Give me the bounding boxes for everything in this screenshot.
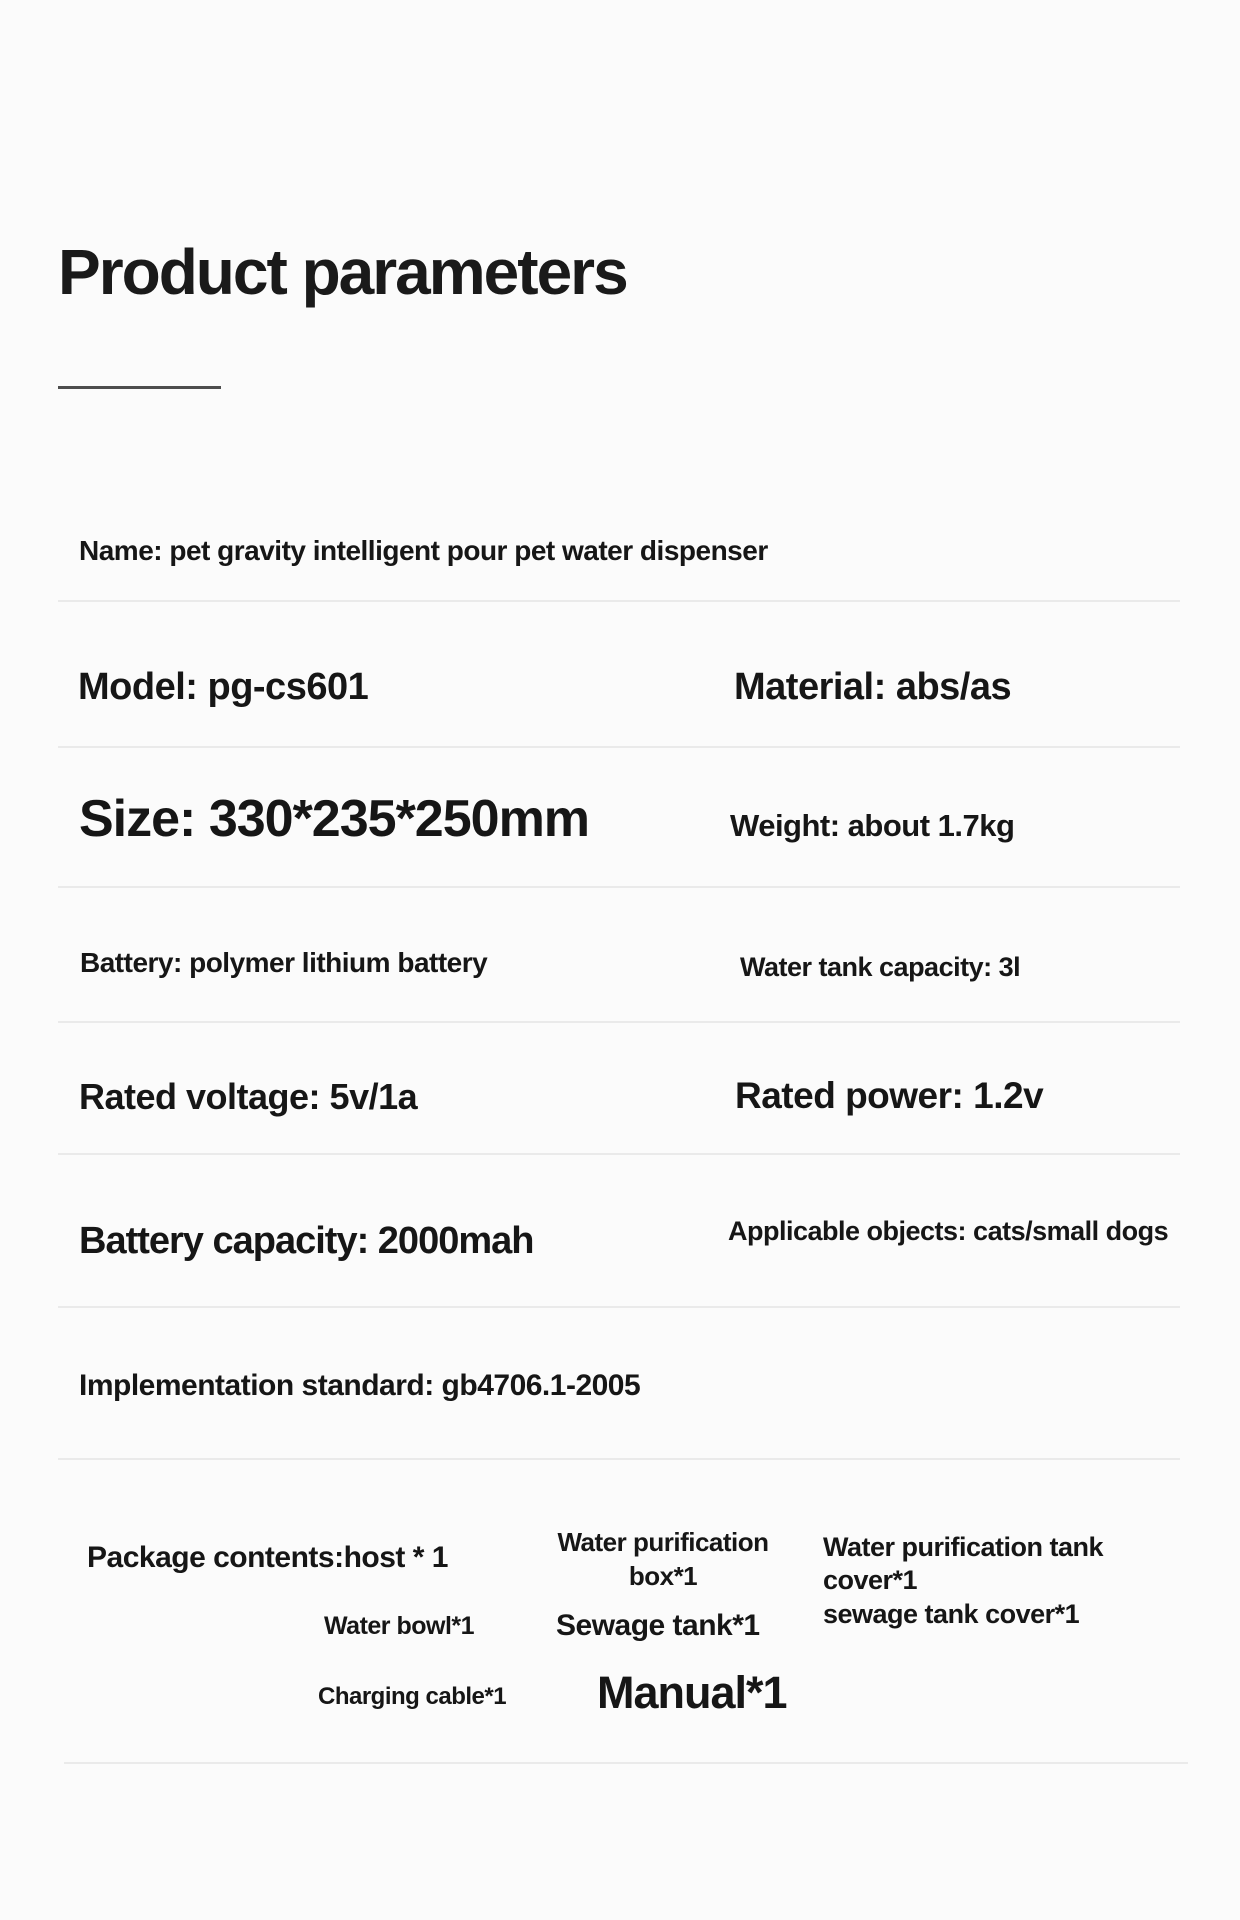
row-divider [58, 1153, 1180, 1155]
row-divider [58, 600, 1180, 602]
package-item-sewage-tank: Sewage tank*1 [556, 1609, 760, 1642]
row-divider [58, 746, 1180, 748]
spec-implementation-standard: Implementation standard: gb4706.1-2005 [79, 1369, 641, 1402]
package-item-purification-box: Water purification box*1 [557, 1527, 769, 1591]
spec-water-tank-capacity: Water tank capacity: 3l [740, 952, 1021, 982]
package-item-water-bowl: Water bowl*1 [324, 1612, 475, 1640]
package-item-purification-tank-cover: Water purification tank cover*1 [823, 1532, 1104, 1595]
spec-rated-voltage: Rated voltage: 5v/1a [79, 1076, 418, 1117]
row-divider [64, 1762, 1188, 1764]
spec-battery-capacity: Battery capacity: 2000mah [79, 1220, 534, 1262]
row-divider [58, 1306, 1180, 1308]
title-underline [58, 386, 221, 389]
spec-name: Name: pet gravity intelligent pour pet water dispenser [79, 535, 768, 566]
package-item-manual: Manual*1 [597, 1667, 787, 1718]
package-contents-label: Package contents:host * 1 [87, 1541, 448, 1574]
package-item-sewage-tank-cover: sewage tank cover*1 [823, 1599, 1080, 1629]
row-divider [58, 886, 1180, 888]
spec-applicable-objects: Applicable objects: cats/small dogs [728, 1216, 1169, 1246]
spec-material: Material: abs/as [734, 666, 1012, 708]
spec-rated-power: Rated power: 1.2v [735, 1075, 1044, 1116]
spec-weight: Weight: about 1.7kg [730, 808, 1015, 843]
row-divider [58, 1021, 1180, 1023]
row-divider [58, 1458, 1180, 1460]
spec-battery: Battery: polymer lithium battery [80, 947, 488, 978]
package-item-charging-cable: Charging cable*1 [318, 1683, 507, 1710]
spec-model: Model: pg-cs601 [78, 666, 369, 708]
page-title: Product parameters [58, 236, 627, 308]
spec-size: Size: 330*235*250mm [79, 790, 590, 848]
